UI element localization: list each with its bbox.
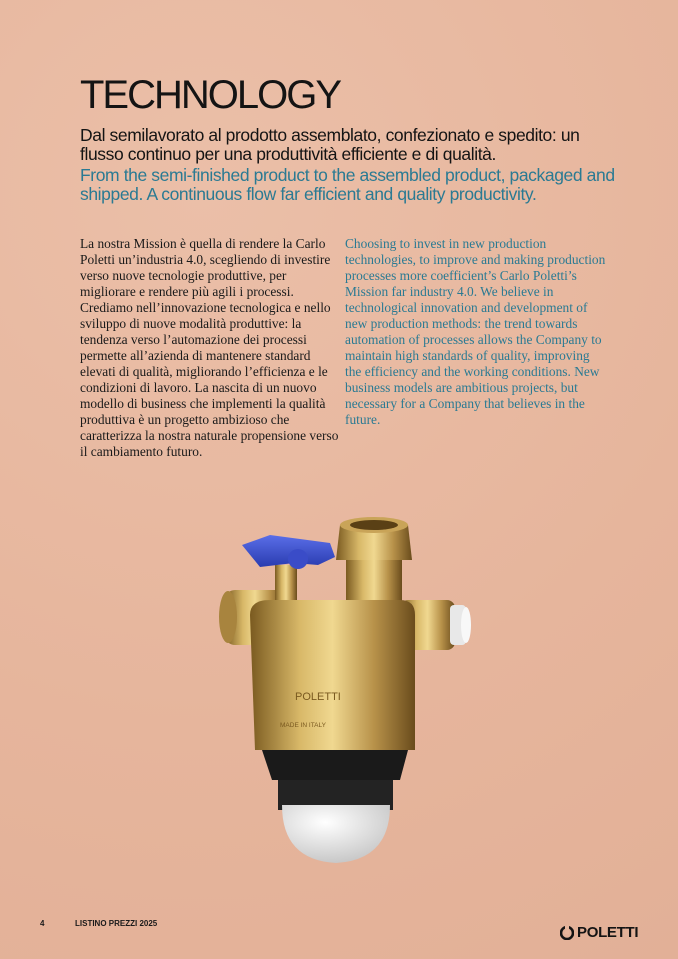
poletti-logo-icon: [560, 926, 574, 940]
subtitle-italian: Dal semilavorato al prodotto assemblato, confezionato e spedito: un flusso continuo per una produttività efficiente e di qualità.: [80, 125, 580, 164]
brand-logo-text: POLETTI: [577, 924, 639, 941]
body-text-italian: La nostra Mission è quella di rendere la Carlo Poletti un’industria 4.0, scegliendo di investire verso nuove tecnologie produttive, per migliorare e rendere più agili i processi. Crediamo nell’innovazione tecnologica e nello sviluppo di nuove modalità produttive: la tendenza verso l’automazione dei processi permette all’azienda di mantenere standard elevati di qualità, migliorando l’efficienza e le condizioni di lavoro. La nascita di un nuovo modello di business che implementi la qualità produttiva è un progetto ambizioso che caratterizza la nostra naturale propensione verso il cambiamento futuro.: [80, 236, 339, 459]
body-text-english: Choosing to invest in new production technologies, to improve and making production processes more coefficient’s Carlo Poletti’s Mission far industry 4.0. We believe in technological innovation and development of new production methods: the trend towards automation of processes allows the Company to maintain high standards of quality, improving the efficiency and the working conditions. New business models are ambitious projects, but necessary for a Company that believes in the future.: [345, 236, 606, 427]
brand-logo: [560, 924, 638, 941]
subtitle-english: From the semi-finished product to the assembled product, packaged and shipped. A continuous flow far efficient and quality productivity.: [80, 165, 615, 204]
valve-product-image: [200, 505, 480, 875]
product-origin-mark: MADE IN ITALY: [280, 722, 326, 729]
footer-label: LISTINO PREZZI 2025: [75, 919, 158, 928]
page-number: 4: [40, 919, 45, 928]
product-brand-mark: POLETTI: [295, 691, 341, 703]
page-title: TECHNOLOGY: [80, 73, 341, 117]
